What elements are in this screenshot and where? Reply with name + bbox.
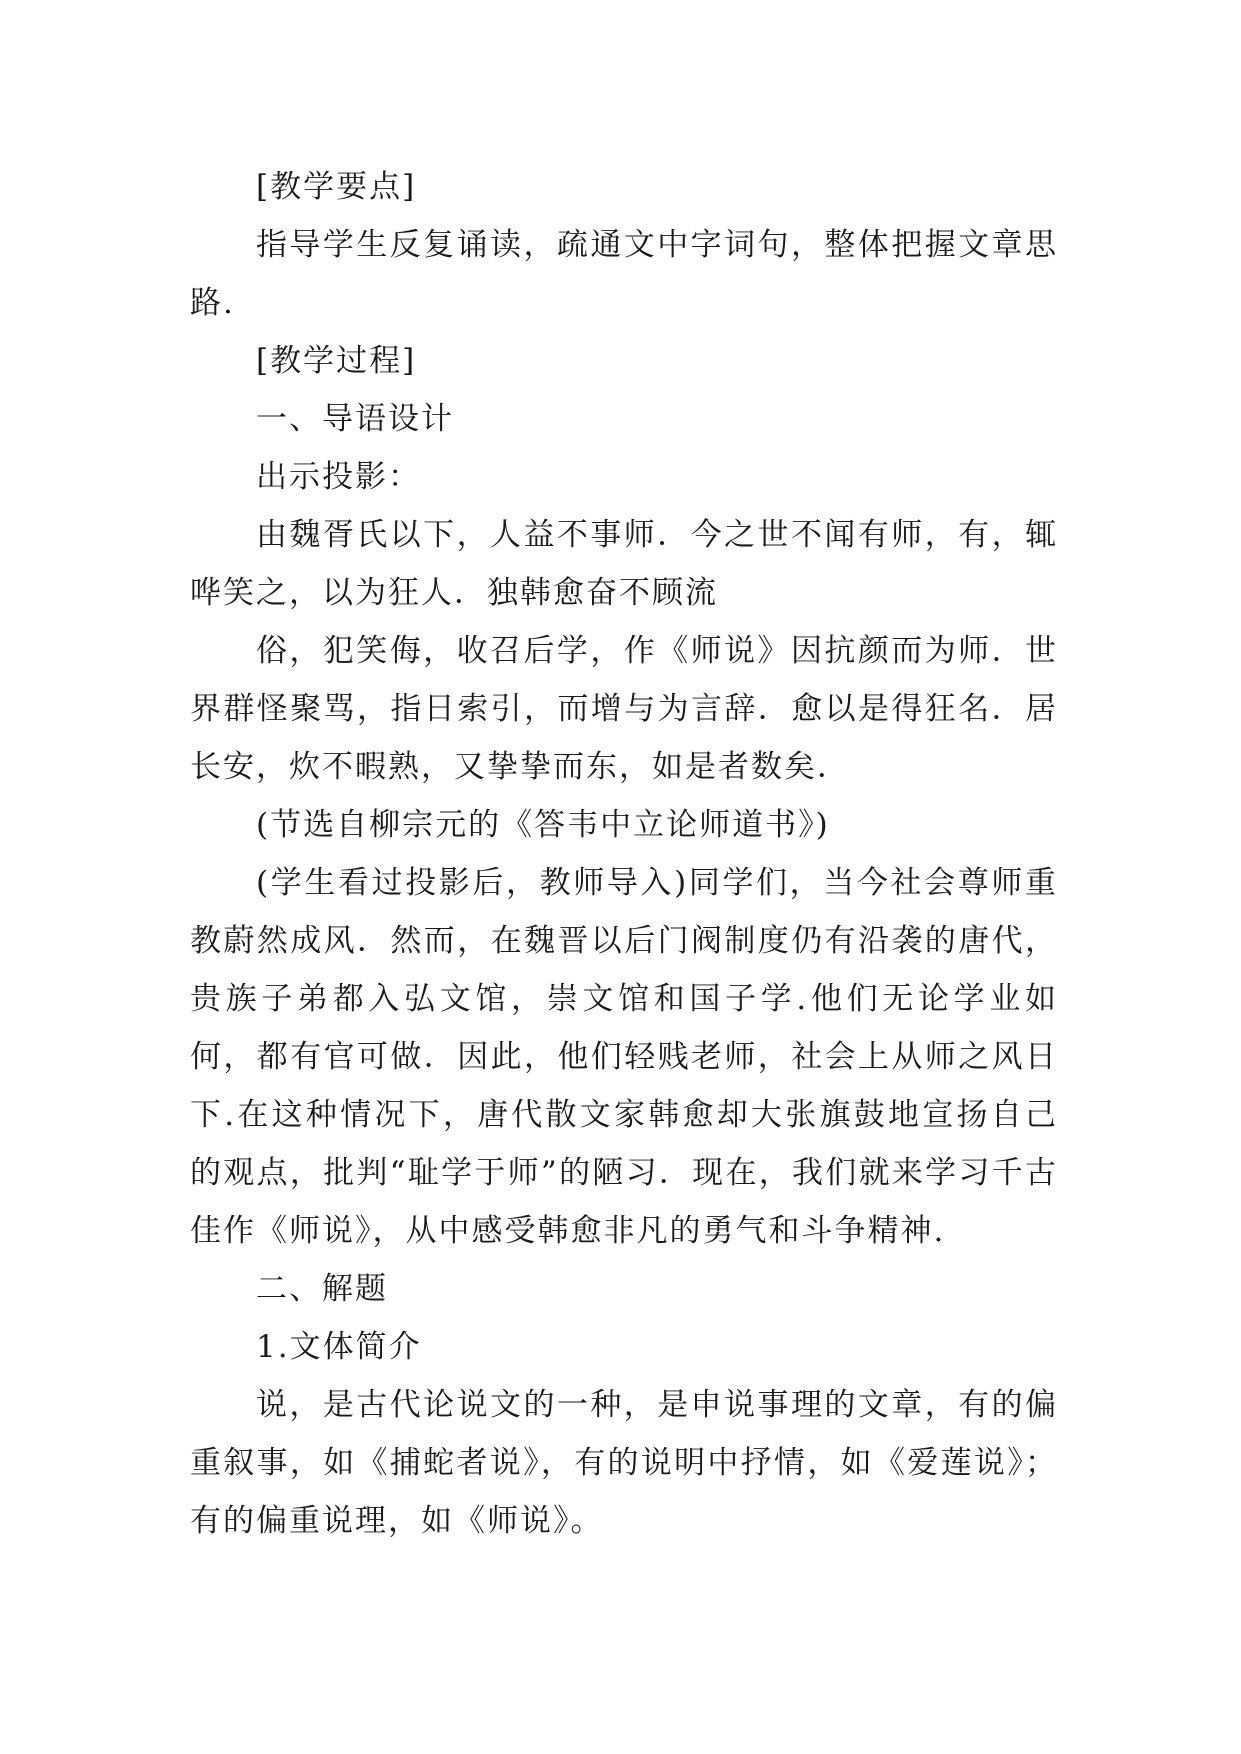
genre-paragraph: 说，是古代论说文的一种，是申说事理的文章，有的偏重叙事，如《捕蛇者说》，有的说明中抒情，如《爱莲说》；有的偏重说理，如《师说》。 <box>190 1387 1058 1539</box>
intro-paragraph: (学生看过投影后，教师导入)同学们，当今社会尊师重教蔚然成风．然而，在魏晋以后门阀制度仍有沿袭的唐代，贵族子弟都入弘文馆，崇文馆和国子学.他们无论学业如何，都有官可做．因此，他们轻贱老师，社会上从师之风日下.在这种情况下，唐代散文家韩愈却大张旗鼓地宣扬自己的观点，批判“耻学于师”的陋习．现在，我们就来学习千古佳作《师说》，从中感受韩愈非凡的勇气和斗争精神. <box>190 865 1058 1249</box>
heading-teaching-points: [教学要点] <box>256 169 417 205</box>
teaching-points-text: 指导学生反复诵读，疏通文中字词句，整体把握文章思路. <box>190 227 1058 321</box>
projection-label: 出示投影： <box>256 459 421 495</box>
quote-paragraph-2: 俗，犯笑侮，收召后学，作《师说》因抗颜而为师．世界群怪聚骂，指日索引，而增与为言辞．愈以是得狂名．居长安，炊不暇熟，又挚挚而东，如是者数矣． <box>190 633 1058 785</box>
section-heading-title-explain: 二、解题 <box>256 1271 388 1307</box>
subheading-genre: 1.文体简介 <box>256 1329 422 1365</box>
quote-paragraph-1: 由魏胥氏以下，人益不事师．今之世不闻有师，有，辄哗笑之，以为狂人．独韩愈奋不顾流 <box>190 517 1058 611</box>
document-page <box>190 158 1058 1550</box>
section-heading-intro: 一、导语设计 <box>256 401 454 437</box>
heading-teaching-process: [教学过程] <box>256 343 417 379</box>
quote-source: (节选自柳宗元的《答韦中立论师道书》) <box>256 807 830 843</box>
